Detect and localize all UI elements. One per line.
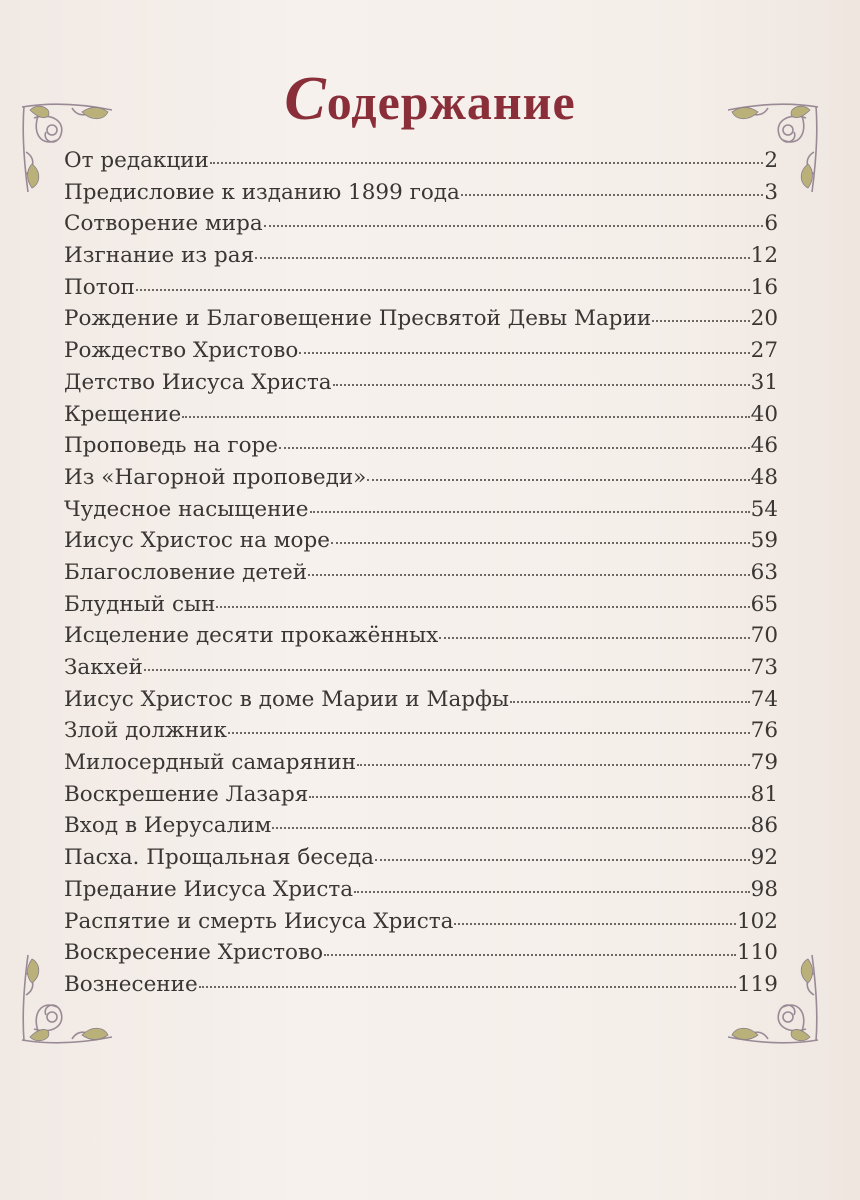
toc-entry[interactable]	[64, 684, 778, 716]
toc-entry-title: Милосердный самарянин	[64, 750, 357, 776]
toc-entry-title: Детство Иисуса Христа	[64, 369, 332, 395]
dot-leader	[652, 320, 749, 322]
toc-entry-title: Предисловие к изданию 1899 года	[64, 179, 460, 205]
toc-entry[interactable]	[64, 874, 778, 906]
toc-entry[interactable]	[64, 810, 778, 842]
toc-entry-page: 102	[736, 908, 778, 934]
dot-leader	[264, 225, 764, 227]
toc-entry[interactable]	[64, 969, 778, 1001]
toc-entry-page: 110	[736, 940, 778, 966]
dot-leader	[354, 891, 750, 893]
dot-leader	[210, 162, 763, 164]
dot-leader	[309, 796, 749, 798]
toc-entry-title: Воскрешение Лазаря	[64, 781, 309, 807]
dot-leader	[299, 352, 749, 354]
toc-entry-title: Предание Иисуса Христа	[64, 876, 354, 902]
toc-entry-title: Сотворение мира	[64, 211, 263, 237]
toc-entry-page: 65	[750, 591, 778, 617]
toc-entry-page: 46	[750, 433, 778, 459]
toc-entry-page: 20	[750, 306, 778, 332]
toc-entry-page: 16	[750, 274, 778, 300]
toc-entry[interactable]	[64, 208, 778, 240]
dot-leader	[216, 606, 749, 608]
dot-leader	[357, 764, 750, 766]
dot-leader	[255, 257, 750, 259]
toc-entry-page: 81	[750, 781, 778, 807]
dot-leader	[439, 637, 749, 639]
toc-entry-title: Распятие и смерть Иисуса Христа	[64, 908, 454, 934]
toc-entry[interactable]	[64, 303, 778, 335]
toc-entry-title: Из «Нагорной проповеди»	[64, 464, 367, 490]
toc-entry-title: Пасха. Прощальная беседа	[64, 845, 374, 871]
title-initial: С	[284, 64, 327, 133]
toc-entry-page: 2	[764, 148, 778, 173]
dot-leader	[333, 384, 750, 386]
toc-entry-page: 54	[750, 496, 778, 522]
dot-leader	[228, 732, 750, 734]
toc-entry-title: Злой должник	[64, 718, 227, 744]
dot-leader	[144, 669, 750, 671]
toc-entry-title: Рождение и Благовещение Пресвятой Девы Марии	[64, 306, 652, 332]
toc-entry-page: 27	[750, 338, 778, 364]
toc-entry-page: 76	[750, 718, 778, 744]
toc-entry-page: 31	[750, 369, 778, 395]
toc-entry-title: Проповедь на горе	[64, 433, 279, 459]
toc-entry-title: Исцеление десяти прокажённых	[64, 623, 439, 649]
toc-entry-page: 3	[764, 179, 778, 205]
dot-leader	[310, 511, 750, 513]
toc-entry[interactable]	[64, 240, 778, 272]
dot-leader	[367, 479, 749, 481]
dot-leader	[375, 859, 750, 861]
toc-entry-page: 70	[750, 623, 778, 649]
dot-leader	[272, 827, 749, 829]
toc-entry[interactable]	[64, 652, 778, 684]
toc-entry-title: Крещение	[64, 401, 182, 427]
toc-entry[interactable]	[64, 906, 778, 938]
toc-entry-title: Благословение детей	[64, 559, 308, 585]
dot-leader	[199, 986, 736, 988]
toc-entry-page: 40	[750, 401, 778, 427]
toc-entry[interactable]	[64, 525, 778, 557]
toc-entry-title: Изгнание из рая	[64, 243, 255, 269]
dot-leader	[510, 701, 750, 703]
toc-entry[interactable]	[64, 779, 778, 811]
toc-entry[interactable]	[64, 937, 778, 969]
title-rest: одержание	[326, 73, 576, 130]
toc-entry-page: 79	[750, 750, 778, 776]
dot-leader	[461, 194, 763, 196]
toc-entry-page: 73	[750, 655, 778, 680]
toc-entry-page: 74	[750, 686, 778, 712]
toc-entry-title: Закхей	[64, 655, 143, 680]
toc-entry-page: 98	[750, 876, 778, 902]
toc-entry[interactable]	[64, 399, 778, 431]
toc-entry[interactable]	[64, 842, 778, 874]
toc-entry-page: 48	[750, 464, 778, 490]
toc-entry-title: Чудесное насыщение	[64, 496, 309, 522]
dot-leader	[324, 954, 736, 956]
toc-entry[interactable]	[64, 177, 778, 209]
toc-entry-title: Потоп	[64, 274, 135, 300]
toc-entry-title: Воскресение Христово	[64, 940, 324, 966]
toc-entry-page: 6	[764, 211, 778, 237]
dot-leader	[279, 447, 750, 449]
toc-entry-page: 12	[750, 243, 778, 269]
toc-entry[interactable]	[64, 620, 778, 652]
toc-entry[interactable]	[64, 462, 778, 494]
table-of-contents	[64, 145, 778, 1001]
toc-entry-title: Иисус Христос на море	[64, 528, 330, 554]
toc-entry-page: 63	[750, 559, 778, 585]
toc-entry[interactable]	[64, 494, 778, 526]
toc-entry[interactable]	[64, 589, 778, 621]
toc-entry[interactable]	[64, 557, 778, 589]
dot-leader	[182, 416, 749, 418]
toc-entry[interactable]	[64, 272, 778, 304]
toc-entry-page: 86	[750, 813, 778, 839]
dot-leader	[454, 923, 735, 925]
toc-entry-title: Иисус Христос в доме Марии и Марфы	[64, 686, 509, 712]
dot-leader	[136, 289, 750, 291]
toc-entry[interactable]	[64, 430, 778, 462]
toc-entry-page: 92	[750, 845, 778, 871]
toc-entry-title: Вход в Иерусалим	[64, 813, 272, 839]
toc-entry[interactable]	[64, 367, 778, 399]
toc-entry[interactable]	[64, 335, 778, 367]
toc-entry-page: 119	[736, 971, 778, 997]
dot-leader	[308, 574, 750, 576]
toc-entry[interactable]	[64, 715, 778, 747]
toc-entry[interactable]	[64, 145, 778, 177]
toc-entry-title: Вознесение	[64, 971, 198, 997]
toc-entry-title: Блудный сын	[64, 591, 216, 617]
dot-leader	[331, 542, 750, 544]
toc-entry-page: 59	[750, 528, 778, 554]
toc-entry-title: От редакции	[64, 148, 209, 173]
toc-entry-title: Рождество Христово	[64, 338, 299, 364]
toc-entry[interactable]	[64, 747, 778, 779]
